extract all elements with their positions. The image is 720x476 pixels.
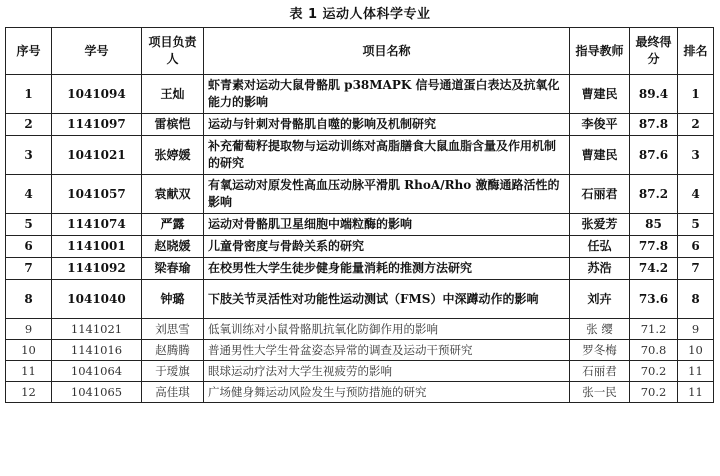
cell-rank: 6 xyxy=(678,236,714,258)
table-row xyxy=(6,236,714,258)
header-row xyxy=(6,28,714,75)
table-row xyxy=(6,319,714,340)
cell-score: 87.2 xyxy=(630,175,678,214)
cell-seq: 1 xyxy=(6,75,52,114)
table-row xyxy=(6,258,714,280)
header-rank: 排名 xyxy=(678,28,714,75)
cell-project: 运动与针刺对骨骼肌自噬的影响及机制研究 xyxy=(204,114,570,136)
table-row xyxy=(6,214,714,236)
cell-score: 87.6 xyxy=(630,136,678,175)
header-seq: 序号 xyxy=(6,28,52,75)
cell-advisor: 曹建民 xyxy=(570,136,630,175)
table-row xyxy=(6,136,714,175)
cell-project: 下肢关节灵活性对功能性运动测试（FMS）中深蹲动作的影响 xyxy=(204,280,570,319)
cell-student-id: 1141021 xyxy=(52,319,142,340)
cell-seq: 6 xyxy=(6,236,52,258)
cell-advisor: 石丽君 xyxy=(570,175,630,214)
cell-score: 70.2 xyxy=(630,361,678,382)
cell-project: 虾青素对运动大鼠骨骼肌 p38MAPK 信号通道蛋白表达及抗氧化能力的影响 xyxy=(204,75,570,114)
cell-score: 77.8 xyxy=(630,236,678,258)
table-row xyxy=(6,361,714,382)
cell-rank: 11 xyxy=(678,361,714,382)
table-row xyxy=(6,114,714,136)
cell-advisor: 苏浩 xyxy=(570,258,630,280)
cell-seq: 9 xyxy=(6,319,52,340)
cell-leader: 赵晓媛 xyxy=(142,236,204,258)
cell-score: 71.2 xyxy=(630,319,678,340)
cell-project: 广场健身舞运动风险发生与预防措施的研究 xyxy=(204,382,570,403)
cell-advisor: 石丽君 xyxy=(570,361,630,382)
table-title: 表 1 运动人体科学专业 xyxy=(289,7,431,22)
cell-seq: 8 xyxy=(6,280,52,319)
cell-score: 70.2 xyxy=(630,382,678,403)
table-row xyxy=(6,280,714,319)
cell-seq: 11 xyxy=(6,361,52,382)
cell-student-id: 1141097 xyxy=(52,114,142,136)
cell-leader: 严露 xyxy=(142,214,204,236)
cell-seq: 7 xyxy=(6,258,52,280)
cell-rank: 1 xyxy=(678,75,714,114)
cell-project: 普通男性大学生骨盆姿态异常的调查及运动干预研究 xyxy=(204,340,570,361)
cell-seq: 12 xyxy=(6,382,52,403)
cell-advisor: 任弘 xyxy=(570,236,630,258)
cell-project: 眼球运动疗法对大学生视疲劳的影响 xyxy=(204,361,570,382)
cell-project: 低氧训练对小鼠骨骼肌抗氧化防御作用的影响 xyxy=(204,319,570,340)
cell-project: 儿童骨密度与骨龄关系的研究 xyxy=(204,236,570,258)
cell-leader: 袁献双 xyxy=(142,175,204,214)
cell-leader: 于瑷旗 xyxy=(142,361,204,382)
cell-leader: 张婷媛 xyxy=(142,136,204,175)
cell-score: 70.8 xyxy=(630,340,678,361)
cell-seq: 5 xyxy=(6,214,52,236)
cell-score: 87.8 xyxy=(630,114,678,136)
table-row xyxy=(6,382,714,403)
header-project-name: 项目名称 xyxy=(204,28,570,75)
cell-student-id: 1041057 xyxy=(52,175,142,214)
cell-project: 在校男性大学生徒步健身能量消耗的推测方法研究 xyxy=(204,258,570,280)
cell-score: 85 xyxy=(630,214,678,236)
cell-leader: 梁春瑜 xyxy=(142,258,204,280)
header-leader: 项目负责人 xyxy=(142,28,204,75)
cell-leader: 王灿 xyxy=(142,75,204,114)
cell-score: 74.2 xyxy=(630,258,678,280)
cell-student-id: 1141016 xyxy=(52,340,142,361)
cell-student-id: 1041040 xyxy=(52,280,142,319)
cell-student-id: 1141001 xyxy=(52,236,142,258)
cell-student-id: 1141074 xyxy=(52,214,142,236)
cell-seq: 4 xyxy=(6,175,52,214)
cell-score: 73.6 xyxy=(630,280,678,319)
cell-student-id: 1041064 xyxy=(52,361,142,382)
cell-leader: 刘思雪 xyxy=(142,319,204,340)
cell-advisor: 张爱芳 xyxy=(570,214,630,236)
header-advisor: 指导教师 xyxy=(570,28,630,75)
table-row xyxy=(6,75,714,114)
cell-leader: 赵腾腾 xyxy=(142,340,204,361)
cell-rank: 5 xyxy=(678,214,714,236)
header-final-score: 最终得分 xyxy=(630,28,678,75)
cell-rank: 11 xyxy=(678,382,714,403)
cell-seq: 2 xyxy=(6,114,52,136)
cell-student-id: 1041021 xyxy=(52,136,142,175)
cell-project: 有氧运动对原发性高血压动脉平滑肌 RhoA/Rho 激酶通路活性的影响 xyxy=(204,175,570,214)
cell-advisor: 张 缨 xyxy=(570,319,630,340)
cell-seq: 3 xyxy=(6,136,52,175)
cell-advisor: 曹建民 xyxy=(570,75,630,114)
cell-leader: 高佳琪 xyxy=(142,382,204,403)
cell-rank: 8 xyxy=(678,280,714,319)
cell-advisor: 李俊平 xyxy=(570,114,630,136)
cell-student-id: 1041094 xyxy=(52,75,142,114)
header-student-id: 学号 xyxy=(52,28,142,75)
cell-advisor: 张一民 xyxy=(570,382,630,403)
cell-project: 运动对骨骼肌卫星细胞中端粒酶的影响 xyxy=(204,214,570,236)
cell-leader: 雷槟恺 xyxy=(142,114,204,136)
cell-rank: 10 xyxy=(678,340,714,361)
cell-seq: 10 xyxy=(6,340,52,361)
cell-rank: 3 xyxy=(678,136,714,175)
cell-rank: 4 xyxy=(678,175,714,214)
table-row xyxy=(6,340,714,361)
cell-student-id: 1141092 xyxy=(52,258,142,280)
cell-rank: 9 xyxy=(678,319,714,340)
cell-leader: 钟璐 xyxy=(142,280,204,319)
cell-advisor: 刘卉 xyxy=(570,280,630,319)
cell-rank: 2 xyxy=(678,114,714,136)
cell-advisor: 罗冬梅 xyxy=(570,340,630,361)
cell-project: 补充葡萄籽提取物与运动训练对高脂膳食大鼠血脂含量及作用机制的研究 xyxy=(204,136,570,175)
cell-score: 89.4 xyxy=(630,75,678,114)
cell-student-id: 1041065 xyxy=(52,382,142,403)
results-table xyxy=(5,27,714,403)
cell-rank: 7 xyxy=(678,258,714,280)
table-row xyxy=(6,175,714,214)
